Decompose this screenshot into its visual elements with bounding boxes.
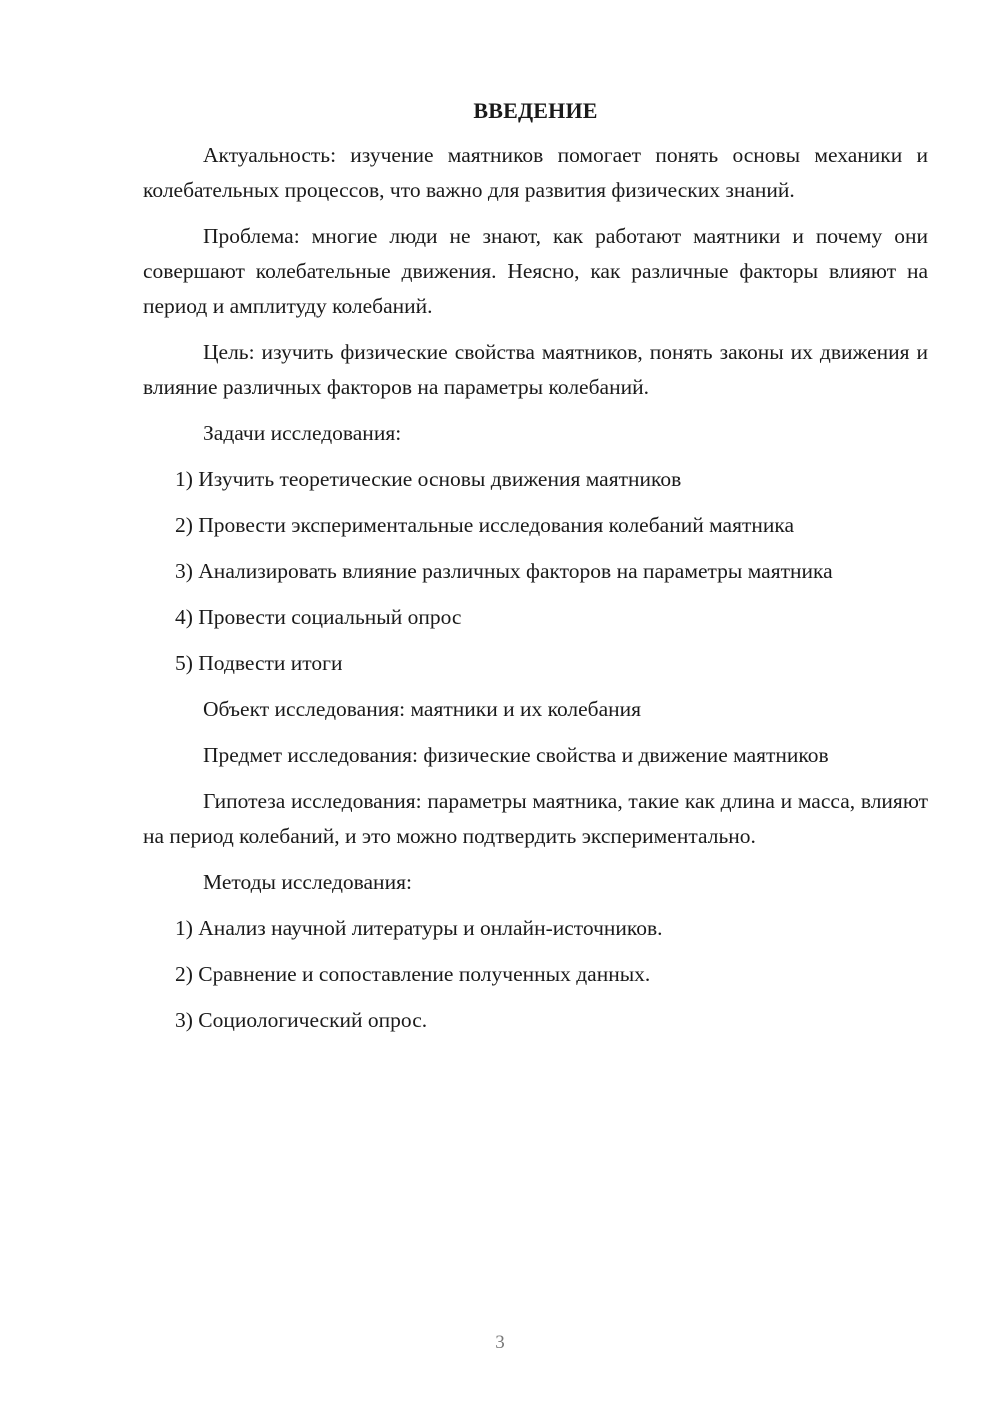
task-item-1: 1) Изучить теоретические основы движения маятников [175, 467, 682, 491]
object-paragraph: Объект исследования: маятники и их колебания [203, 697, 642, 721]
method-item-1: 1) Анализ научной литературы и онлайн-источников. [175, 916, 663, 940]
relevance-paragraph: Актуальность: изучение маятников помогает понять основы механики и колебательных процессов, что важно для развития физических знаний. [143, 143, 928, 202]
page-number: 3 [495, 1332, 505, 1353]
methods-heading: Методы исследования: [203, 870, 412, 894]
page-content [143, 96, 928, 1049]
hypothesis-paragraph: Гипотеза исследования: параметры маятника, такие как длина и масса, влияют на период колебаний, и это можно подтвердить экспериментально. [143, 789, 928, 848]
goal-paragraph: Цель: изучить физические свойства маятников, понять законы их движения и влияние различных факторов на параметры колебаний. [143, 340, 928, 399]
subject-paragraph: Предмет исследования: физические свойства и движение маятников [203, 743, 829, 767]
method-item-2: 2) Сравнение и сопоставление полученных данных. [175, 962, 651, 986]
task-item-4: 4) Провести социальный опрос [175, 605, 462, 629]
task-item-2: 2) Провести экспериментальные исследования колебаний маятника [175, 513, 795, 537]
method-item-3: 3) Социологический опрос. [175, 1008, 428, 1032]
section-heading: ВВЕДЕНИЕ [473, 98, 598, 123]
task-item-3: 3) Анализировать влияние различных факторов на параметры маятника [175, 559, 833, 583]
problem-paragraph: Проблема: многие люди не знают, как работают маятники и почему они совершают колебательные движения. Неясно, как различные факторы влияют на период и амплитуду колебаний. [143, 224, 928, 318]
task-item-5: 5) Подвести итоги [175, 651, 343, 675]
tasks-heading: Задачи исследования: [203, 421, 402, 445]
